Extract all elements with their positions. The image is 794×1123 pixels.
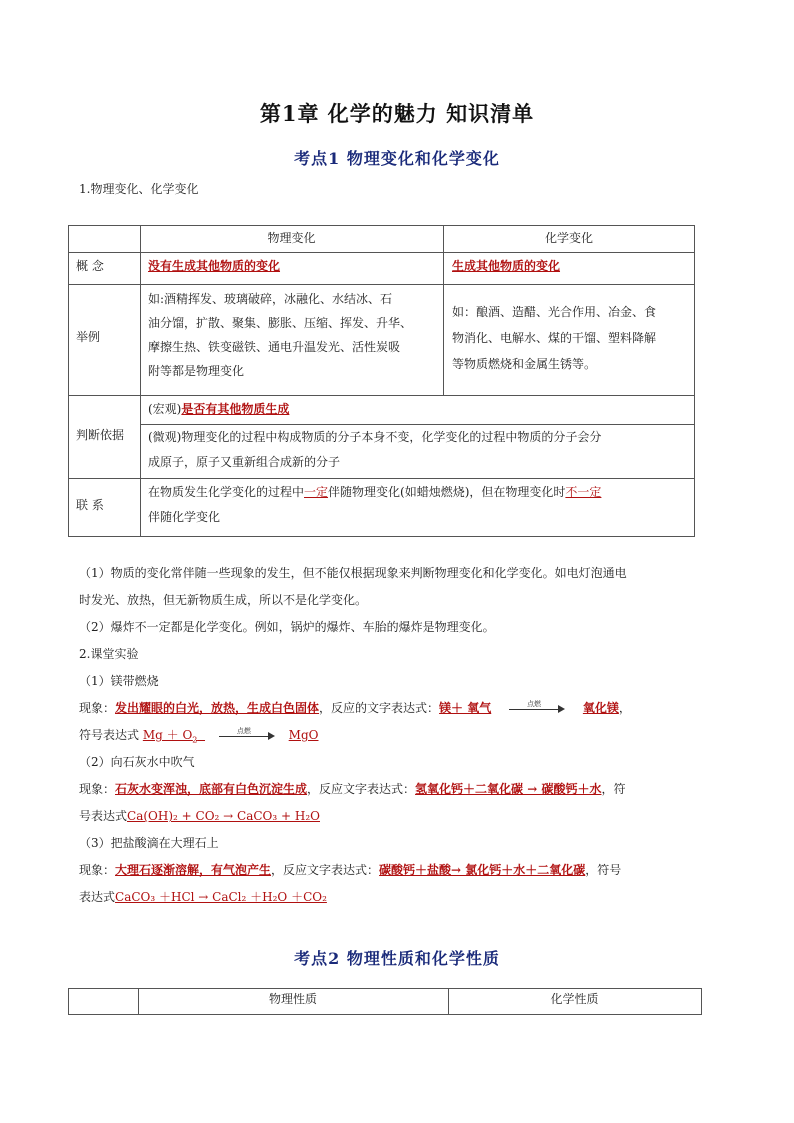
text-span: 在物质发生化学变化的过程中	[148, 485, 305, 499]
observation-text: 发出耀眼的白光，放热，生成白色固体	[115, 701, 320, 715]
table-divider	[68, 478, 695, 479]
text-line: 附等都是物理变化	[148, 364, 245, 378]
word-product: 氧化镁	[582, 701, 619, 715]
subheading-1: 1.物理变化、化学变化	[79, 182, 199, 196]
text-line: 如：酿酒、造醋、光合作用、冶金、食	[452, 305, 657, 319]
note-line: 时发光、放热，但无新物质生成，所以不是化学变化。	[79, 593, 368, 607]
subheading-2: 2.课堂实验	[79, 647, 139, 661]
condition-label: 点燃	[527, 699, 542, 708]
row-label-example: 举例	[76, 330, 101, 344]
property-table	[68, 988, 702, 1015]
subscript: 2	[192, 735, 198, 745]
concept-chemical: 生成其他物质的变化	[452, 259, 561, 273]
label: 号表达式	[79, 809, 128, 823]
exp1-observation	[79, 700, 631, 716]
section-2-heading: 考点2 物理性质和化学性质	[294, 949, 500, 968]
label: 现象：	[79, 782, 116, 796]
label: 现象：	[79, 863, 116, 877]
macro-prefix: (宏观)	[148, 402, 182, 416]
row-label-basis: 判断依据	[76, 428, 125, 442]
section-1-heading: 考点1 物理变化和化学变化	[294, 149, 500, 168]
text-line: 摩擦生热、铁变磁铁、通电升温发光、活性炭吸	[148, 340, 401, 354]
exp2-title: （2）向石灰水中吹气	[79, 755, 195, 769]
note-line: （1）物质的变化常伴随一些现象的发生，但不能仅根据现象来判断物理变化和化学变化。如电灯泡通电	[79, 566, 627, 580]
text-line	[148, 480, 601, 505]
header-chemical-property: 化学性质	[550, 992, 599, 1006]
text-line: 伴随化学变化	[148, 510, 221, 524]
text-line: 物消化、电解水、煤的干馏、塑料降解	[452, 331, 657, 345]
table-divider	[68, 395, 695, 396]
exp3-observation	[79, 862, 621, 878]
text-line: 油分馏，扩散、聚集、膨胀、压缩、挥发、升华、	[148, 316, 413, 330]
exp1-symbol-eq	[79, 727, 318, 748]
text-span: ，符	[601, 782, 626, 796]
word-equation: 碳酸钙＋盐酸→ 氯化钙＋水＋二氧化碳	[379, 863, 586, 877]
label: 现象：	[79, 701, 116, 715]
observation-text: 大理石逐渐溶解，有气泡产生	[115, 863, 272, 877]
table-divider	[140, 225, 141, 537]
emphasis-span: 一定	[304, 485, 329, 499]
header-chemical: 化学变化	[544, 231, 593, 245]
note-line: （2）爆炸不一定都是化学变化。例如，锅炉的爆炸、车胎的爆炸是物理变化。	[79, 620, 495, 634]
word-equation: 氢氧化钙＋二氧化碳 → 碳酸钙＋水	[415, 782, 602, 796]
symbol-equation: Ca(OH)₂ + CO₂ → CaCO₃ + H₂O	[127, 809, 320, 823]
example-physical	[148, 287, 440, 383]
exp3-symbol-eq	[79, 889, 327, 905]
word-reactants: 镁＋ 氧气	[439, 701, 492, 715]
text-span: ，符号	[585, 863, 622, 877]
exp2-symbol-eq	[79, 808, 320, 824]
punctuation: ，	[618, 701, 631, 715]
text-span: Mg ＋ O	[142, 728, 193, 742]
condition-label: 点燃	[236, 726, 251, 735]
concept-physical: 没有生成其他物质的变化	[148, 259, 281, 273]
exp1-title: （1）镁带燃烧	[79, 674, 159, 688]
row-label-concept: 概 念	[76, 259, 104, 273]
text-span: 伴随物理变化(如蜡烛燃烧)，但在物理变化时	[328, 485, 566, 499]
text-line: 成原子，原子又重新组合成新的分子	[148, 455, 341, 469]
reaction-arrow-icon	[509, 699, 565, 715]
symbol-product: MgO	[288, 728, 319, 742]
symbol-reactants	[142, 728, 205, 745]
emphasis-span: 不一定	[565, 485, 602, 499]
label: 符号表达式	[79, 728, 140, 742]
text-line: 等物质燃烧和金属生锈等。	[452, 357, 597, 371]
observation-text: 石灰水变浑浊，底部有白色沉淀生成	[115, 782, 308, 796]
text-line: (微观)物理变化的过程中构成物质的分子本身不变，化学变化的过程中物质的分子会分	[148, 430, 602, 444]
symbol-equation: CaCO₃ ＋HCl → CaCl₂ ＋H₂O ＋CO₂	[115, 890, 327, 904]
label: 表达式	[79, 890, 116, 904]
relation-text	[148, 480, 601, 530]
table-divider	[68, 252, 695, 253]
label: ，反应的文字表达式：	[319, 701, 440, 715]
row-label-relation: 联 系	[76, 498, 104, 512]
change-table	[68, 225, 695, 537]
example-chemical	[452, 299, 692, 377]
exp3-title: （3）把盐酸滴在大理石上	[79, 836, 219, 850]
exp2-observation	[79, 781, 625, 797]
basis-macro	[148, 397, 289, 421]
page-title: 第1章 化学的魅力 知识清单	[259, 101, 535, 126]
header-physical-property: 物理性质	[268, 992, 317, 1006]
label: ，反应文字表达式：	[271, 863, 380, 877]
table-divider	[68, 284, 695, 285]
header-physical: 物理变化	[267, 231, 316, 245]
macro-text: 是否有其他物质生成	[181, 402, 290, 416]
basis-micro	[148, 425, 601, 475]
label: ，反应文字表达式：	[307, 782, 416, 796]
text-line: 如:酒精挥发、玻璃破碎，冰融化、水结冰、石	[148, 292, 393, 306]
table-divider	[443, 225, 444, 395]
reaction-arrow-icon	[219, 726, 275, 742]
